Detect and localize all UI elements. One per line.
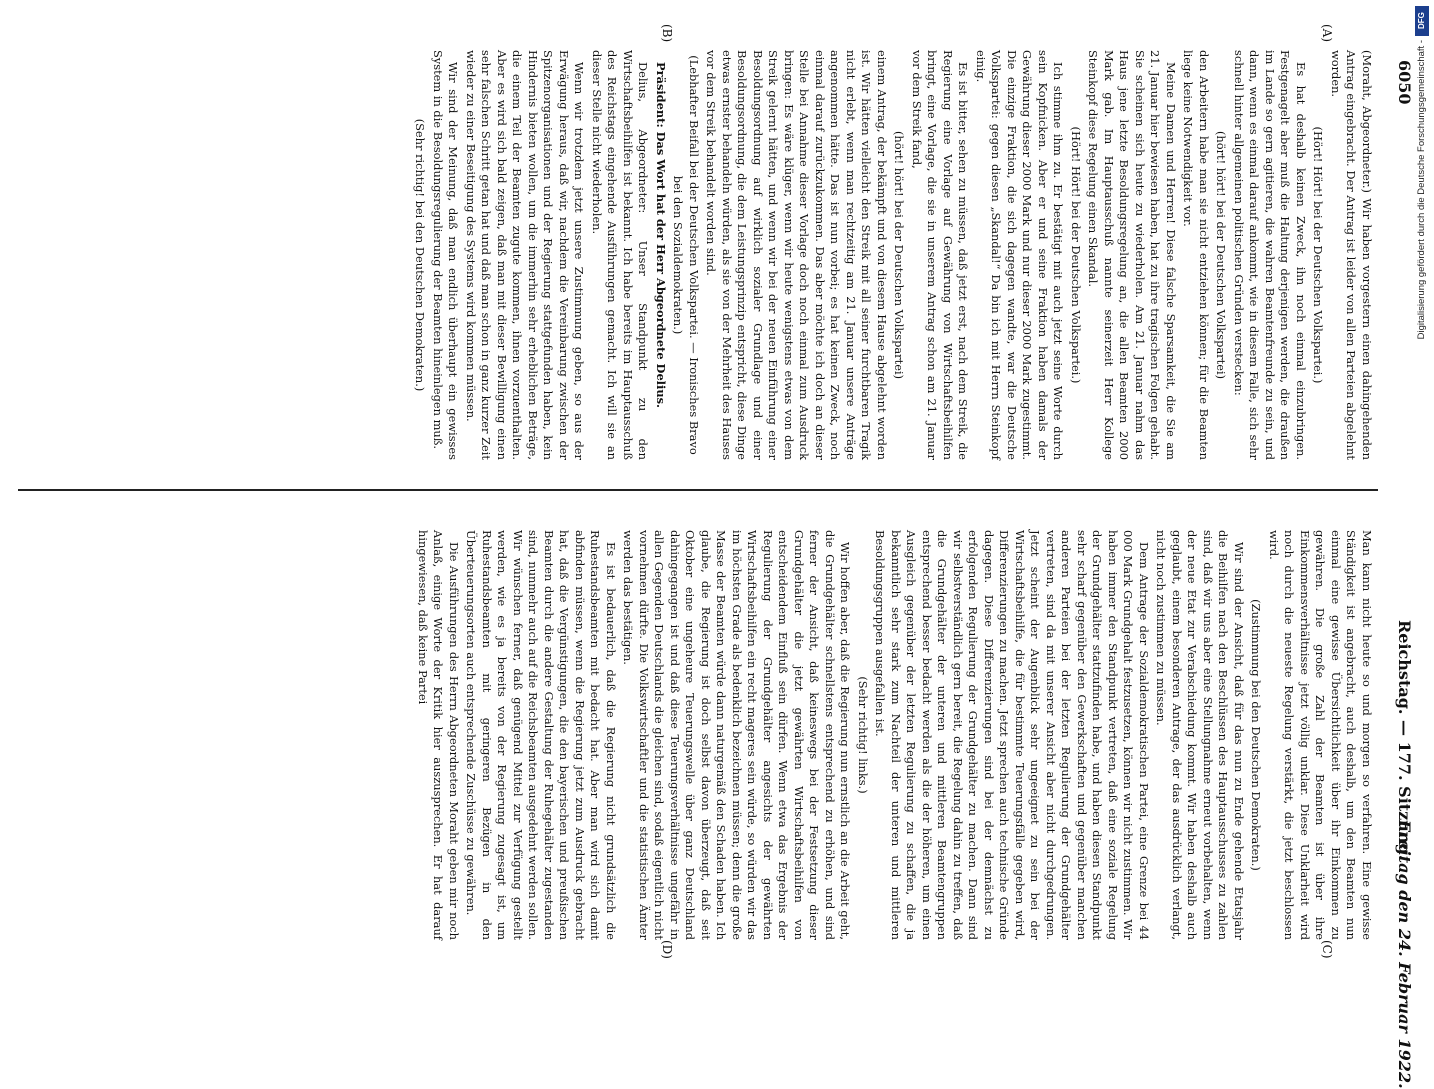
- paragraph: Wenn wir trotzdem jetzt unsere Zustimmung geben, so aus der Erwägung heraus, daß wir, nachdem die Vereinbarung zwischen der Spitzenorganisationen und der Regierung stattgefunden haben, kein Hindernis bieten wollen, um die immerhin sehr erheblichen Beträge, die einem Teil der Beamten zugute kommen, ihnen vorzuenthalten. Aber es wird sich bald zeigen, daß man mit dieser Bewilligung einen sehr falschen Schritt getan hat und daß man schon in ganz kurzer Zeit wieder zu einer Beseitigung des Systems wird kommen müssen.: [464, 50, 587, 460]
- interjection: (Zustimmung bei den Deutschen Demokraten.): [1249, 599, 1264, 871]
- margin-marker-b: (B): [660, 24, 674, 43]
- running-head: Reichstag. — 177. Sitzung.: [1395, 620, 1414, 861]
- paragraph: Es hat deshalb keinen Zweck, ihn noch einmal einzubringen. Festgenagelt aber muß die Haltung derjenigen werden, die draußen im Lande so gern agitieren, die wahren Beamtenfreunde zu sein, und dann, wenn es einmal darauf ankommt, wie in diesem Falle, sich sehr schnell hinter allgemeinen politischen Gründen verstecken:: [1232, 50, 1308, 460]
- left-column: [410, 50, 1374, 460]
- paragraph: Wir hoffen aber, daß die Regierung nun ernstlich an die Arbeit geht, die Grundgehälter schnellstens entsprechend zu erhöhen, und sind ferner der Ansicht, daß keineswegs bei der Festsetzung dieser Grundgehälter die jetzt gewährten Wirtschaftsbeihilfen von entscheidendem Einfluß sein dürfen. Wenn etwa das Ergebnis der Regulierung der Grundgehälter angesichts der gewährten Wirtschaftsbeihilfen ein recht mageres sein würde, so würden wir das im höchsten Grade als bedenklich bezeichnen müssen; denn die große Masse der Beamten würde dann naturgemäß den Schaden haben. Ich glaube, die Regierung ist doch selbst davon überzeugt, daß seit Oktober eine ungeheure Teuerungswelle über ganz Deutschland dahingegangen ist und daß diese Teuerungsverhältnisse ungefähr in allen Gegenden Deutschlands die gleichen sind, sodaß eigentlich nicht vornehmen dürfte. Die Volkswirtschaftler und die statistischen Ämter werden das bestätigen.: [621, 530, 853, 940]
- paragraph: Delius, Abgeordneter: Unser Standpunkt zu den Wirtschaftsbeihilfen ist bekannt. Ich habe bereits im Hauptausschuß des Reichstags eingehende Ausführungen gemacht. Ich will sie an dieser Stelle nicht wiederholen.: [590, 50, 651, 460]
- right-column: [413, 530, 1375, 940]
- interjection: (Sehr richtig! links.): [856, 676, 870, 794]
- digitization-credit: [1412, 0, 1432, 1000]
- paragraph: Die Ausführungen des Herrn Abgeordneten Moraht geben mir noch Anlaß, einige Worte der Kritik hier auszusprechen. Er hat darauf hingewiesen, daß keine Partei: [416, 530, 461, 940]
- margin-marker-d: (D): [660, 940, 674, 959]
- column-divider: [18, 489, 1378, 491]
- credit-text: Digitalisierung gefördert durch die Deutsche Forschungsgemeinschaft -: [1416, 40, 1427, 340]
- interjection: (Hört! Hört! bei der Deutschen Volkspartei.): [1069, 126, 1083, 384]
- interjection: (hört! hört! bei der Deutschen Volkspartei): [1214, 130, 1229, 380]
- dfg-logo: DFG: [1415, 6, 1429, 36]
- paragraph: Wir sind der Meinung, daß man endlich überhaupt ein gewisses System in die Besoldungsregulierung der Beamten hineinlegen muß.: [431, 50, 461, 460]
- interjection: (hört! hört! bei der Deutschen Volkspartei): [892, 130, 907, 380]
- paragraph: (Moraht, Abgeordneter.) Wir haben vorgestern einen dahingehenden Antrag eingebracht. Der Antrag ist leider von allen Parteien abgelehnt worden.: [1329, 50, 1374, 460]
- interjection: (Lebhafter Beifall bei der Deutschen Volkspartei. — Ironisches Bravo bei den Sozialdemokraten.): [671, 55, 701, 455]
- page-number: 6050: [1395, 60, 1414, 105]
- date-head: Freitag den 24. Februar 1922.: [1395, 820, 1414, 1089]
- paragraph: den Arbeitern habe man sie nicht entziehen können; für die Beamten liege keine Notwendigkeit vor.: [1181, 50, 1211, 460]
- interjection: (Sehr richtig! bei den Deutschen Demokraten.): [413, 118, 428, 392]
- paragraph: Meine Damen und Herren! Diese falsche Sparsamkeit, die Sie am 21. Januar hier bewiesen haben, hat zu ihre tragischen Folgen gehabt. Sie scheinen sich heute zu wiederholen. Am 21. Januar nahm das Haus jene letzte Besoldungsregelung an, die allen Beamten 2000 Mark gab. Im Hauptausschuß nannte seinerzeit Herr Kollege Steinkopf diese Regelung einen Skandal.: [1086, 50, 1178, 460]
- speaker-announcement: Präsident: Das Wort hat der Herr Abgeordnete Delius.: [654, 62, 668, 409]
- paragraph: Man kann nicht heute so und morgen so verfahren. Eine gewisse Ständigkeit ist angebracht, auch deshalb, um den Beamten nun einmal eine gewisse Übersichtlichkeit über ihr Einkommen zu gewähren. Die große Zahl der Beamten ist über ihre Einkommensverhältnisse jetzt völlig unklar. Diese Unklarheit wird noch durch die neueste Regelung verstärkt, die jetzt beschlossen wird.: [1267, 530, 1374, 940]
- page-header: [1388, 60, 1414, 1089]
- interjection: (Hört! Hört! bei der Deutschen Volkspartei.): [1311, 126, 1326, 384]
- paragraph: Es ist bedauerlich, daß die Regierung nicht grundsätzlich die Ruhestandsbeamten mit bedacht hat. Aber man wird sich damit abfinden müssen, wenn die Regierung jetzt zum Ausdruck gebracht hat, daß die Vergünstigungen, die den bayerischen und preußischen Beamten durch die andere Gestaltung der Ruhegehälter zugestanden sind, nunmehr auch auf die Reichsbeamten ausgedehnt werden sollen. Wir wünschen ferner, daß genügend Mittel zur Verfügung gestellt werden, wie es ja bereits von der Regierung zugesagt ist, um Ruhestandsbeamten mit geringeren Bezügen in den Überteuerungsorten auch entsprechende Zuschüsse zu gewähren.: [464, 530, 618, 940]
- paragraph: einem Antrag, der bekämpft und von diesem Hause abgelehnt worden ist. Wir hätten vielleicht den Streik mit all seiner furchtbaren Tragik nicht erlebt, wenn man rechtzeitig am 21. Januar unsere Anträge angenommen hätte. Das ist nun vorbei; es hat keinen Zweck, noch einmal darauf zurückzukommen. Das aber möchte ich doch an dieser Stelle bei Annahme dieser Vorlage doch noch einmal zum Ausdruck bringen: Es wäre klüger, wenn wir heute wenigstens etwas von dem Streik gelernt hätten, und wenn wir bei der neuen Einführung einer Besoldungsordnung auf wirklich sozialer Grundlage und einer Besoldungsordnung, die dem Leistungsprinzip entspricht, diese Dinge etwas ernster behandeln würden, als sie von der Mehrheit des Hauses vor dem Streik behandelt worden sind.: [704, 50, 889, 460]
- margin-marker-a: (A): [1320, 24, 1334, 43]
- paragraph: Es ist bitter, sehen zu müssen, daß jetzt erst, nach dem Streik, die Regierung eine Vorlage auf Gewährung von Wirtschaftsbeihilfen bringt, eine Vorlage, die sie in unserem Antrag schon am 21. Januar vor dem Streik fand,: [910, 50, 971, 460]
- paragraph: Dem Antrage der Sozialdemokratischen Partei, eine Grenze bei 44 000 Mark Grundgehalt festzusetzen, können wir nicht zustimmen. Wir haben immer den Standpunkt vertreten, daß eine soziale Regelung der Grundgehälter stattzufinden habe, und haben diesen Standpunkt sehr scharf gegenüber den Gewerkschaften und gegenüber manchen anderen Parteien bei der letzten Regulierung der Grundgehälter vertreten, sind da mit unserer Ansicht aber nicht durchgedrungen. Jetzt scheint der Augenblick sehr ungeeignet zu sein bei der Wirtschaftsbeihilfe, die für bestimmte Teuerungsfälle gegeben wird, Differenzierungen zu machen. Jetzt sprechen auch technische Gründe dagegen. Diese Differenzierungen sind bei der demnächst zu erfolgenden Regulierung der Grundgehälter zu machen. Dann sind wir selbstverständlich gern bereit, die Regelung dahin zu treffen, daß die Grundgehälter der unteren und mittleren Beamtengruppen entsprechend besser bedacht werden als die der höheren, um einen Ausgleich gegenüber der letzten Regulierung zu schaffen, die ja bekanntlich sehr stark zum Nachteil der unteren und mittleren Besoldungsgruppen ausgefallen ist.: [873, 530, 1151, 940]
- paragraph: Wir sind der Ansicht, daß für das nun zu Ende gehende Etatsjahr die Beihilfen nach den Beschlüssen des Hauptausschusses zu zahlen sind, daß wir uns aber eine Stellungnahme erneut vorbehalten, wenn der neue Etat zur Verabschiedung kommt. Wir haben deshalb auch geglaubt, einem besonderen Antrage, der das ausdrücklich verlangt, nicht noch zustimmen zu müssen.: [1154, 530, 1246, 940]
- paragraph: Ich stimme ihm zu. Er bestätigt mit auch jetzt seine Worte durch sein Kopfnicken. Aber er und seine Fraktion haben damals der Gewährung dieser 2000 Mark und nur dieser 2000 Mark zugestimmt. Die einzige Fraktion, die sich dagegen wandte, war die Deutsche Volkspartei: gegen diesen „Skandal!“ Da bin ich mit Herrn Steinkopf einig.: [974, 50, 1066, 460]
- margin-marker-c: (C): [1320, 940, 1334, 959]
